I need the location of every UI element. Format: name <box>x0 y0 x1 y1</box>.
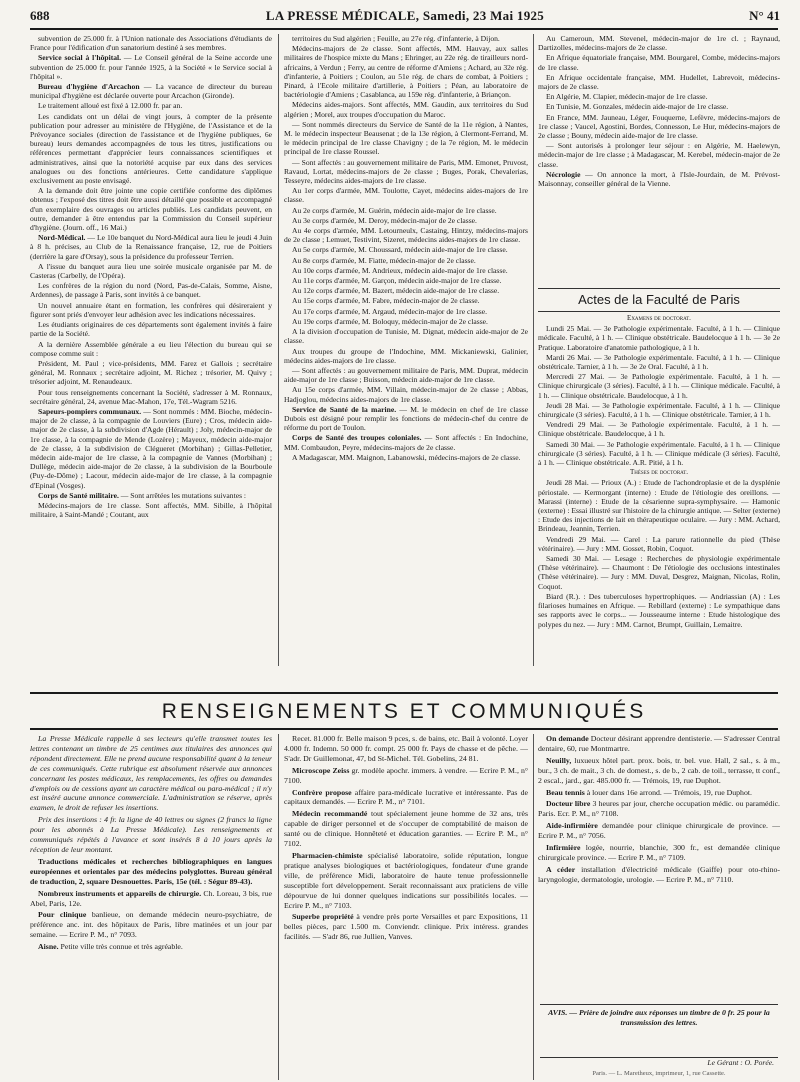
classified-heading: Pharmacien-chimiste <box>292 850 363 860</box>
avis-text: AVIS. — Prière de joindre aux réponses un timbre de 0 fr. 25 pour la transmission des lettres. <box>548 1008 770 1027</box>
section-rule <box>30 728 778 730</box>
news-heading: Bureau d'hygiène d'Arcachon <box>38 82 140 92</box>
news-text: Médecins aides-majors. Sont affectés, MM. Gaudin, aux territoires du Sud algérien ; Morel, aux troupes d'occupation du Maroc. <box>284 100 528 119</box>
news-paragraph <box>284 347 528 365</box>
news-paragraph <box>284 245 528 254</box>
classifieds-column-1 <box>30 734 272 1080</box>
classified-text: banlieue, on demande médecin neuro-psychiatre, de préférence anc. int. des hôpitaux de Paris, libre matinées et un jour par semaine. — Ecrire P. M., n° 7093. <box>30 910 272 940</box>
news-text: Pour tous renseignements concernant la Société, s'adresser à M. Ronnaux, secrétaire général, 24, avenue Mac-Mahon, 17e, Tél.-Wagram 5216. <box>30 387 272 406</box>
news-text: Médecins-majors de 1re classe. Sont affectés, MM. Sibille, à l'hôpital militaire, à Saint-Mandé ; Coutant, aux <box>30 500 272 520</box>
page-number: 688 <box>30 8 50 23</box>
exam-entry: Jeudi 28 Mai. — 3e Pathologie expérimentale. Faculté, à 1 h. — Clinique chirurgicale (3 séries). Faculté, à 1 h. — Clinique obstétricale. Tarnier, à 1 h. <box>538 400 780 420</box>
news-column-1 <box>30 34 272 666</box>
news-paragraph <box>538 34 780 52</box>
news-paragraph <box>284 186 528 204</box>
news-paragraph <box>538 170 780 188</box>
news-text: Au 8e corps d'armée, M. Fiatte, médecin-major de 2e classe. <box>292 255 476 265</box>
classified-heading: Aide-infirmière <box>546 821 598 831</box>
news-text: Le traitement alloué est fixé à 12.000 fr. par an. <box>38 101 183 111</box>
exam-entry: Mardi 26 Mai. — 3e Pathologie expérimentale. Faculté, à 1 h. — Clinique obstétricale. Tarnier, à 1 h. — 3e 2e Oral. Faculté, à 1 h. <box>538 352 780 372</box>
news-text: A la dernière Assemblée générale a eu lieu l'élection du bureau qui se compose comme suit : <box>30 339 272 358</box>
news-text: — M. le médecin en chef de 1re classe Dubois est désigné pour remplir les fonctions de médecin-chef du centre de réforme du port de Toulon. <box>284 404 528 433</box>
classified-text: La Presse Médicale rappelle à ses lecteurs qu'elle transmet toutes les lettres contenant un timbre de 25 centimes aux titulaires des annonces qui répondent directement. Elle ne prend aucune responsabilité quant à la teneur de ces communiqués. Cette rubrique est absolument réservée aux annonces concernant les postes médicaux, les remplacements, les offres ou demandes d'emplois ou de cessions ayant un caractère médical ou para-médical ; il n'y est inséré aucune annonce commerciale. L'administration se réserve, après examen, le droit de refuser les insertions. <box>30 734 272 813</box>
classified-paragraph <box>538 788 780 798</box>
news-text: Au 12e corps d'armée, M. Bazert, médecin aide-major de 1re classe. <box>292 286 500 296</box>
classified-paragraph <box>30 889 272 909</box>
classified-text: Petite ville très connue et très agréable. <box>58 942 183 952</box>
classified-text: 3 heures par jour, cherche occupation médic. ou paramédic. Paris. Ecr. P. M., n° 7108. <box>538 799 780 819</box>
exam-entry: Vendredi 29 Mai. — 3e Pathologie expérimentale. Faculté, à 1 h. — Clinique obstétricale. Baudelocque, à 1 h. <box>538 420 780 439</box>
actes-title: Actes de la Faculté de Paris <box>578 292 740 307</box>
classifieds-column-3 <box>538 734 780 1002</box>
classified-text: Ch. Loreau, 3 bis, rue Abel, Paris, 12e. <box>30 888 272 908</box>
classified-text: affaire para-médicale lucrative et intéressante. Pas de capitaux demandés. — Ecrire P. M., n° 7101. <box>284 787 528 807</box>
news-text: — Sont affectés : En Indochine, MM. Combaudon, Peyre, médecins-majors de 2e classe. <box>284 433 528 452</box>
news-text: A la demande doit être jointe une copie certifiée conforme des diplômes obtenus ; l'exposé des titres doit être aussi détaillé que possible et accompagné d'un exemplaire des ouvrages ou articles publiés. Les candidats peuvent, en outre, demander à être entendus par la Commission du Conseil supérieur d'hygiène. (Journ. off., 16 Mai.) <box>30 186 272 233</box>
classified-paragraph <box>284 788 528 808</box>
exam-entry: Lundi 25 Mai. — 3e Pathologie expérimentale. Faculté, à 1 h. — Clinique médicale. Faculté, à 1 h. — Clinique obstétricale. Baudelocque à 1 h. — 3e 2e Pratique. Laboratoire d'anatomie pathologique, à 1 h. <box>538 324 780 352</box>
news-text: Au 10e corps d'armée, M. Andrieux, médecin aide-major de 1re classe. <box>292 265 508 275</box>
classified-heading: Beau tennis <box>546 787 585 797</box>
news-paragraph <box>30 388 272 406</box>
classified-text: tout spécialement jeune homme de 32 ans, très capable de diriger personnel et de s'occuper de comptabilité de maison de santé ou de clinique. Honnêteté et éducation garanties. — Ecrire P. M., n° 7102. <box>284 809 528 849</box>
these-heading: Thèses de doctorat. <box>629 468 689 477</box>
news-paragraph <box>30 491 272 500</box>
classified-heading: A céder <box>546 864 576 874</box>
news-text: — Sont affectés : au gouvernement militaire de Paris, MM. Emonet, Pruvost, Ravaud, Lortat, médecins-majors de 2e classe ; Buges, Porak, Chevalerias, Tesseyre, médecins aides-majors de 1re classe. <box>284 157 528 186</box>
news-text: Au Cameroun, MM. Stevenel, médecin-major de 1re cl. ; Raynaud, Dartizolles, médecins-majors de 2e classe. <box>538 34 780 53</box>
classified-text: Docteur désirant apprendre dentisterie. — S'adresser Central dentaire, 60, rue Montmartre. <box>538 734 780 753</box>
news-paragraph <box>284 405 528 433</box>
news-paragraph <box>30 233 272 261</box>
news-heading: Nord-Médical. <box>38 233 86 243</box>
news-paragraph <box>30 262 272 280</box>
news-paragraph <box>284 296 528 305</box>
news-text: Au 15e corps d'armée, MM. Villain, médecin-major de 2e classe ; Abbas, Hadjoglou, médecins aides-majors de 1re classe. <box>284 385 528 404</box>
classified-heading: Superbe propriété <box>292 912 354 922</box>
column-divider <box>533 734 534 1080</box>
news-text: — On annonce la mort, à l'Isle-Jourdain, de M. Prévost-Maisonnay, conseiller général de la Vienne. <box>538 169 780 189</box>
news-text: En Afrique équatoriale française, MM. Bourgarel, Combe, médecins-majors de 1re classe. <box>538 53 780 72</box>
classified-heading: On demande <box>546 734 589 743</box>
news-text: Un nouvel annuaire étant en formation, les confrères qui désireraient y figurer sont priés d'envoyer leur adhésion avec les indications nécessaires. <box>30 300 272 319</box>
news-paragraph <box>538 92 780 101</box>
classified-paragraph <box>30 942 272 952</box>
news-paragraph <box>538 73 780 91</box>
news-text: Au 17e corps d'armée, M. Argaud, médecin-major de 1re classe. <box>292 306 488 316</box>
classified-heading: Nombreux instruments et appareils de chirurgie. <box>38 888 202 898</box>
classified-heading: Infirmière <box>546 843 581 853</box>
exam-entry: Samedi 30 Mai. — 3e Pathologie expérimentale. Faculté, à 1 h. — Clinique chirurgicale (3 séries). Faculté, à 1 h. — Clinique médicale (3 séries). Faculté, à 1 h. — Clinique obstétricale. A.R. Pitié, à 1 h. <box>538 439 780 468</box>
column-divider <box>278 734 279 1080</box>
classified-text: à vendre près porte Versailles et parc Expositions, 11 belles pièces, parc 1.500 m. Conviendr. clinique. Prix intéress. grandes facilités. — S'adr 86, rue Jullien, Vanves. <box>284 912 528 942</box>
news-text: Au 15e corps d'armée, M. Fabre, médecin-major de 2e classe. <box>292 296 480 306</box>
classified-heading: Traductions médicales et recherches bibliographiques en langues européennes et orientales par des médecins polyglottes. Bureau général de traduction, 2, square Desnouettes. Paris, 15e (tél. : Ségur 89-43). <box>30 856 272 886</box>
actes-column <box>538 314 780 668</box>
classified-paragraph <box>284 912 528 942</box>
news-paragraph <box>284 256 528 265</box>
classified-paragraph <box>30 910 272 940</box>
section-rule <box>30 692 778 694</box>
header-rule <box>30 28 778 30</box>
classified-text: installation d'électricité médicale (Gaiffe) pour oto-rhino-laryngologie, dermatologie, urologie. — Ecrire P. M., n° 7110. <box>538 864 780 884</box>
classified-heading: Microscope Zeiss <box>292 765 350 775</box>
news-column-3 <box>538 34 780 284</box>
column-divider <box>278 34 279 666</box>
these-entry: Vendredi 29 Mai. — Carel : La parure rationnelle du pied (Thèse vétérinaire). — Jury : MM. Gosset, Robin, Coquot. <box>538 534 780 553</box>
news-paragraph <box>538 53 780 71</box>
news-text: — Sont nommés : MM. Bioche, médecin-major de 2e classe, à la compagnie de Louviers (Eure) ; Cros, médecin aide-major de 2e classe, à la subdivision d'Agde (Hérault) ; Joly, médecin-major de 1re classe, à la compagnie de Mende (Lozère) ; Mayeux, médecin aide-major de 2e classe, à la subdivision de Clégueret (Morbihan) ; Gillas-Pelletier, médecin aide-major de 1re classe, à la compagnie de Vannes (Morbihan) ; Dullège, médecin aide-major de 2e classe, à la subdivision de la Bourboule (Puy-de-Dôme) ; Lacour, médecin aide-major de 1re classe, à la compagnie d'Epinal (Vosges). <box>30 406 272 490</box>
news-paragraph <box>284 317 528 326</box>
news-text: Au 11e corps d'armée, M. Garçon, médecin aide-major de 1re classe. <box>292 276 502 286</box>
news-heading: Nécrologie <box>546 169 581 179</box>
these-entry: Samedi 30 Mai. — Lesage : Recherches de physiologie expérimentale (Thèse vétérinaire). — Chaumont : De l'étiologie des occlusions intestinales (Thèse vétérinaire). — Jury : MM. Duval, Desgrez, Maignan, Nicolas, Rolin, Coquot. <box>538 554 780 591</box>
classified-paragraph <box>538 756 780 786</box>
news-text: Au 2e corps d'armée, M. Guérin, médecin aide-major de 1re classe. <box>292 205 497 215</box>
news-text: Au 5e corps d'armée, M. Choussard, médecin aide-major de 1re classe. <box>292 245 508 255</box>
news-paragraph <box>538 102 780 111</box>
news-paragraph <box>538 141 780 169</box>
classified-paragraph <box>30 857 272 887</box>
news-paragraph <box>284 158 528 186</box>
news-text: A Madagascar, MM. Maignon, Labanowski, médecins-majors de 2e classe. <box>292 452 521 462</box>
classified-text: Prix des insertions : 4 fr. la ligne de 40 lettres ou signes (2 francs la ligne pour les abonnés à La Presse Médicale). Les renseignements et communiqués répétés à l'avance et sont insérés 8 à 10 jours après la réception de leur montant. <box>30 815 272 854</box>
news-text: — Le 10e banquet du Nord-Médical aura lieu le jeudi 4 Juin à 8 h. précises, au Club de la Renaissance française, 12, rue de Poitiers (derrière la gare d'Orsay), sous la présidence du professeur Terrien. <box>30 233 272 261</box>
actes-header <box>538 288 780 312</box>
classified-heading: Docteur libre <box>546 799 591 809</box>
classified-paragraph <box>284 766 528 786</box>
avis-box <box>540 1004 778 1058</box>
news-text: — La vacance de directeur du bureau municipal d'hygiène est déclarée ouverte pour Arcachon (Gironde). <box>30 82 272 101</box>
news-paragraph <box>30 407 272 490</box>
classified-heading: Confrère propose <box>292 787 352 797</box>
news-text: Les candidats ont un délai de vingt jours, à compter de la présente publication pour adresser au ministère de l'Hygiène, de l'Assistance et de la Prévoyance sociales (direction de l'assistance et de l'hygiène publiques, 6e bureau) leurs demandes accompagnées de tous les titres, justifications ou références permettant d'apprécier leurs connaissances scientifiques et administratives, ainsi que la notoriété acquise par eux dans des services analogues ou des fonctions antérieures. Cette candidature s'applique exclusivement au poste envisagé. <box>30 111 272 186</box>
news-paragraph <box>284 206 528 215</box>
news-heading: Corps de Santé des troupes coloniales. <box>292 433 422 443</box>
news-text: territoires du Sud algérien ; Feuille, au 27e rég. d'infanterie, à Dijon. <box>292 34 500 43</box>
imprint-line: Paris. — L. Maretheux, imprimeur, 1, rue Cassette. <box>592 1070 726 1077</box>
news-paragraph <box>284 100 528 118</box>
news-paragraph <box>284 44 528 99</box>
news-paragraph <box>30 340 272 358</box>
issue-number: N° 41 <box>749 8 780 23</box>
news-paragraph <box>30 501 272 519</box>
news-paragraph <box>30 34 272 52</box>
classified-heading: Neuilly, <box>546 755 572 765</box>
news-paragraph <box>284 366 528 384</box>
news-paragraph <box>284 327 528 345</box>
news-text: — Sont affectés : au gouvernement militaire de Paris, MM. Duprat, médecin aide-major de 1re classe ; Buisson, médecin aide-major de 1re classe. <box>284 365 528 385</box>
classified-paragraph <box>30 734 272 813</box>
classified-paragraph <box>284 851 528 910</box>
news-text: A l'issue du banquet aura lieu une soirée musicale organisée par M. de Casteras (Carbelly, de l'Opéra). <box>30 261 272 281</box>
exam-heading: Examens de doctorat. <box>627 314 691 322</box>
classified-paragraph <box>538 843 780 863</box>
gerant-signature: Le Gérant : O. Porée. <box>707 1058 774 1067</box>
classified-heading: Aisne. <box>38 942 59 952</box>
these-entry: Jeudi 28 Mai. — Prioux (A.) : Etude de l'achondroplasie et de la dysplénie périostale. — Kermorgant (interne) : Etude de l'étiologie des oreillons. — Marassi (interne) : Etude de la césarienne supra-symphysaire. — Hamonic (externe) : Essai illustré sur l'histoire de la chirurgie antique. — Selter (externe) : Etude des injections de lait en thérapeutique oculaire. — Jury : MM. Achard, Brindeau, Jeannin, Terrien. <box>538 478 780 534</box>
classifieds-column-2 <box>284 734 528 1080</box>
classified-text: gr. modèle apochr. immers. à vendre. — Ecrire P. M., n° 7100. <box>284 765 528 785</box>
news-text: Au 1er corps d'armée, MM. Toulotte, Cayet, médecins aides-majors de 1re classe. <box>284 186 528 205</box>
exam-entry: Mercredi 27 Mai. — 3e Pathologie expérimentale. Faculté, à 1 h. — Clinique chirurgicale (3 séries). Faculté, à 1 h. — Clinique médicale. Faculté, à 1 h. — Clinique obstétricale. Baudelocque, à 1 h. <box>538 372 780 400</box>
classified-paragraph <box>538 799 780 819</box>
news-paragraph <box>284 453 528 462</box>
news-paragraph <box>30 186 272 232</box>
classified-paragraph <box>538 865 780 885</box>
news-paragraph <box>30 101 272 110</box>
news-paragraph <box>284 276 528 285</box>
news-paragraph <box>30 281 272 299</box>
classified-heading: Pour clinique <box>38 910 87 920</box>
news-heading: Corps de Santé militaire. <box>38 490 119 500</box>
journal-title: LA PRESSE MÉDICALE, Samedi, 23 Mai 1925 <box>265 8 545 23</box>
news-text: Au 19e corps d'armée, M. Boloquy, médecin-major de 2e classe. <box>292 316 488 326</box>
news-text: A la division d'occupation de Tunisie, M. Dignat, médecin aide-major de 2e classe. <box>284 327 528 346</box>
news-paragraph <box>30 112 272 186</box>
news-heading: Service social à l'hôpital. <box>38 53 122 63</box>
news-text: — Sont arrêtées les mutations suivantes : <box>118 490 247 500</box>
section-title: RENSEIGNEMENTS ET COMMUNIQUÉS <box>161 700 647 723</box>
news-text: Aux troupes du groupe de l'Indochine, MM. Mickaniewski, Galinier, médecins aides-majors de 1re classe. <box>284 346 528 365</box>
news-paragraph <box>30 82 272 100</box>
news-text: En Tunisie, M. Gonzales, médecin aide-major de 1re classe. <box>546 102 729 112</box>
news-paragraph <box>284 226 528 244</box>
news-text: Médecins-majors de 2e classe. Sont affectés, MM. Hauvay, aux salles militaires de l'hospice mixte du Mans ; Ehringer, au 22e rég. de tirailleurs nord-africains, à Verdun ; Ferry, au centre de réforme d'Amiens ; Achard, au 32e rég. d'infanterie, à Poitiers ; Coulon, au 51e rég. de chars de combat, à Poitiers ; Pinard, à l'Ecole militaire d'artillerie, à Poitiers ; Péan, au laboratoire de bactériologie d'Amiens ; Casablanca, au 159e rég. d'infanterie, à Briançon. <box>284 44 528 100</box>
classified-paragraph <box>30 815 272 855</box>
classified-paragraph <box>538 821 780 841</box>
news-paragraph <box>284 216 528 225</box>
news-text: En Afrique occidentale française, MM. Hudellet, Labrevoit, médecins-majors de 2e classe. <box>538 72 780 92</box>
classified-text: Recet. 81.000 fr. Belle maison 9 pces, s. de bains, etc. Bail à volonté. Loyer 4.000 fr. Indemn. 50 000 fr. compt. 25 000 fr. Pays de chasse et de pêche. — S'adr. Dr Guillemonat, 47, bd St-Michel. Tél. Gobelins, 24 81. <box>284 734 528 763</box>
news-column-2 <box>284 34 528 666</box>
classified-text: demandée pour clinique chirurgicale de province. — Ecrire P. M., n° 7056. <box>538 821 780 841</box>
news-text: Au 3e corps d'armée, M. Deroy, médecin-major de 2e classe. <box>292 215 477 225</box>
classified-paragraph <box>284 809 528 849</box>
classified-text: luxueux hôtel part. prox. bois, tr. bel. vue. Hall, 2 sal., s. à m., bur., 3 ch. de mait., 3 ch. de domest., s. de b., 2 cab. de toil., terrasse, tt conf., 2 escal., jard., gar. 485.000 fr. — Trémois, 19, rue Duphot. <box>538 755 780 785</box>
news-paragraph <box>30 301 272 319</box>
news-text: subvention de 25.000 fr. à l'Union nationale des Associations d'étudiants de France pour l'édification d'un sanatorium destiné à ses membres. <box>30 34 272 53</box>
news-paragraph <box>284 433 528 451</box>
news-heading: Service de Santé de la marine. <box>292 404 397 414</box>
these-entry: Biard (R.). : Des tuberculoses hypertrophiques. — Andriassian (A) : Les filarioses humaines en Afrique. — Rebillard (externe) : Le sympathique dans ses rapports avec le corps... — Jousseaume interne : Etude histologique des polypes du nez. — Jury : MM. Carnot, Brumpt, Guillain, Lemaitre. <box>538 591 780 629</box>
news-paragraph <box>284 34 528 43</box>
news-paragraph <box>284 266 528 275</box>
classified-text: spécialisé laboratoire, solide réputation, longue pratique analyses biologiques et bactériologiques, fondateur d'une grande ville, de préférence Midi, laboratoire de haute tenue professionnelle susceptible fort développement. Serait reconnaissant aux praticiens de ville dépourvue de lui donner quelques indications sur possibilités locales. — Ecrire P. M., n° 7103. <box>284 850 528 910</box>
news-heading: Sapeurs-pompiers communaux. <box>38 406 142 416</box>
news-paragraph <box>284 286 528 295</box>
news-paragraph <box>538 113 780 141</box>
classified-text: logée, nourrie, blanchie, 300 fr., est demandée clinique chirurgicale province. — Ecrire P. M., n° 7109. <box>538 843 780 862</box>
news-text: Au 4e corps d'armée, MM. Letourneulx, Castaing, Hintzy, médecins-majors de 2e classe ; Lemuet, Testivint, Sizeret, médecins aides-majors de 1re classe. <box>284 226 528 245</box>
classified-paragraph <box>538 734 780 754</box>
news-text: — Sont nommés directeurs du Service de Santé de la 11e région, à Nantes, M. le médecin inspecteur Beausenat ; de la 13e région, à Clermont-Ferrand, M. le médecin principal de 1re classe Chavigny ; de la 7e région, M. le médecin principal de 1re classe Roussel. <box>284 119 528 157</box>
classified-heading: Médecin recommandé <box>292 809 368 819</box>
news-paragraph <box>284 120 528 157</box>
news-paragraph <box>30 320 272 338</box>
news-text: En Algérie, M. Clapier, médecin-major de 1re classe. <box>546 92 708 102</box>
news-paragraph <box>30 53 272 81</box>
news-text: Les confrères de la région du nord (Nord, Pas-de-Calais, Somme, Aisne, Ardennes), de passage à Paris, sont invités à ce banquet. <box>30 281 272 300</box>
news-paragraph <box>284 307 528 316</box>
classified-paragraph <box>284 734 528 764</box>
news-text: — Sont autorisés à prolonger leur séjour : en Algérie, M. Haelewyn, médecin-major de 1re classe ; à Madagascar, M. Kerebel, médecin-major de 2e classe. <box>538 141 780 169</box>
news-text: — Le Conseil général de la Seine accorde une subvention de 25.000 fr. pour l'année 1925, à la Société « le Service social à l'hôpital ». <box>30 53 272 81</box>
news-paragraph <box>30 359 272 387</box>
column-divider <box>533 34 534 666</box>
news-text: Président, M. Paul ; vice-présidents, MM. Farez et Gallois ; secrétaire général, M. Ronnaux ; secrétaire adjoint, M. Richez ; trésorier, M. Quivy ; trésorier adjoint, M. Renaudeaux. <box>30 358 272 387</box>
classified-text: à louer dans 16e arrond. — Trémois, 19, rue Duphot. <box>584 787 752 797</box>
news-paragraph <box>284 385 528 403</box>
news-text: Les étudiants originaires de ces départements sont également invités à faire partie de la Société. <box>30 320 272 339</box>
news-text: En France, MM. Jauneau, Léger, Fouquerne, Lefèvre, médecins-majors de 1re classe ; Vaucel, Agostini, Bordes, Connesson, Le Hur, médecins-majors de 2e classe ; Bouny, médecin aide-major de 1re classe. <box>538 112 780 141</box>
